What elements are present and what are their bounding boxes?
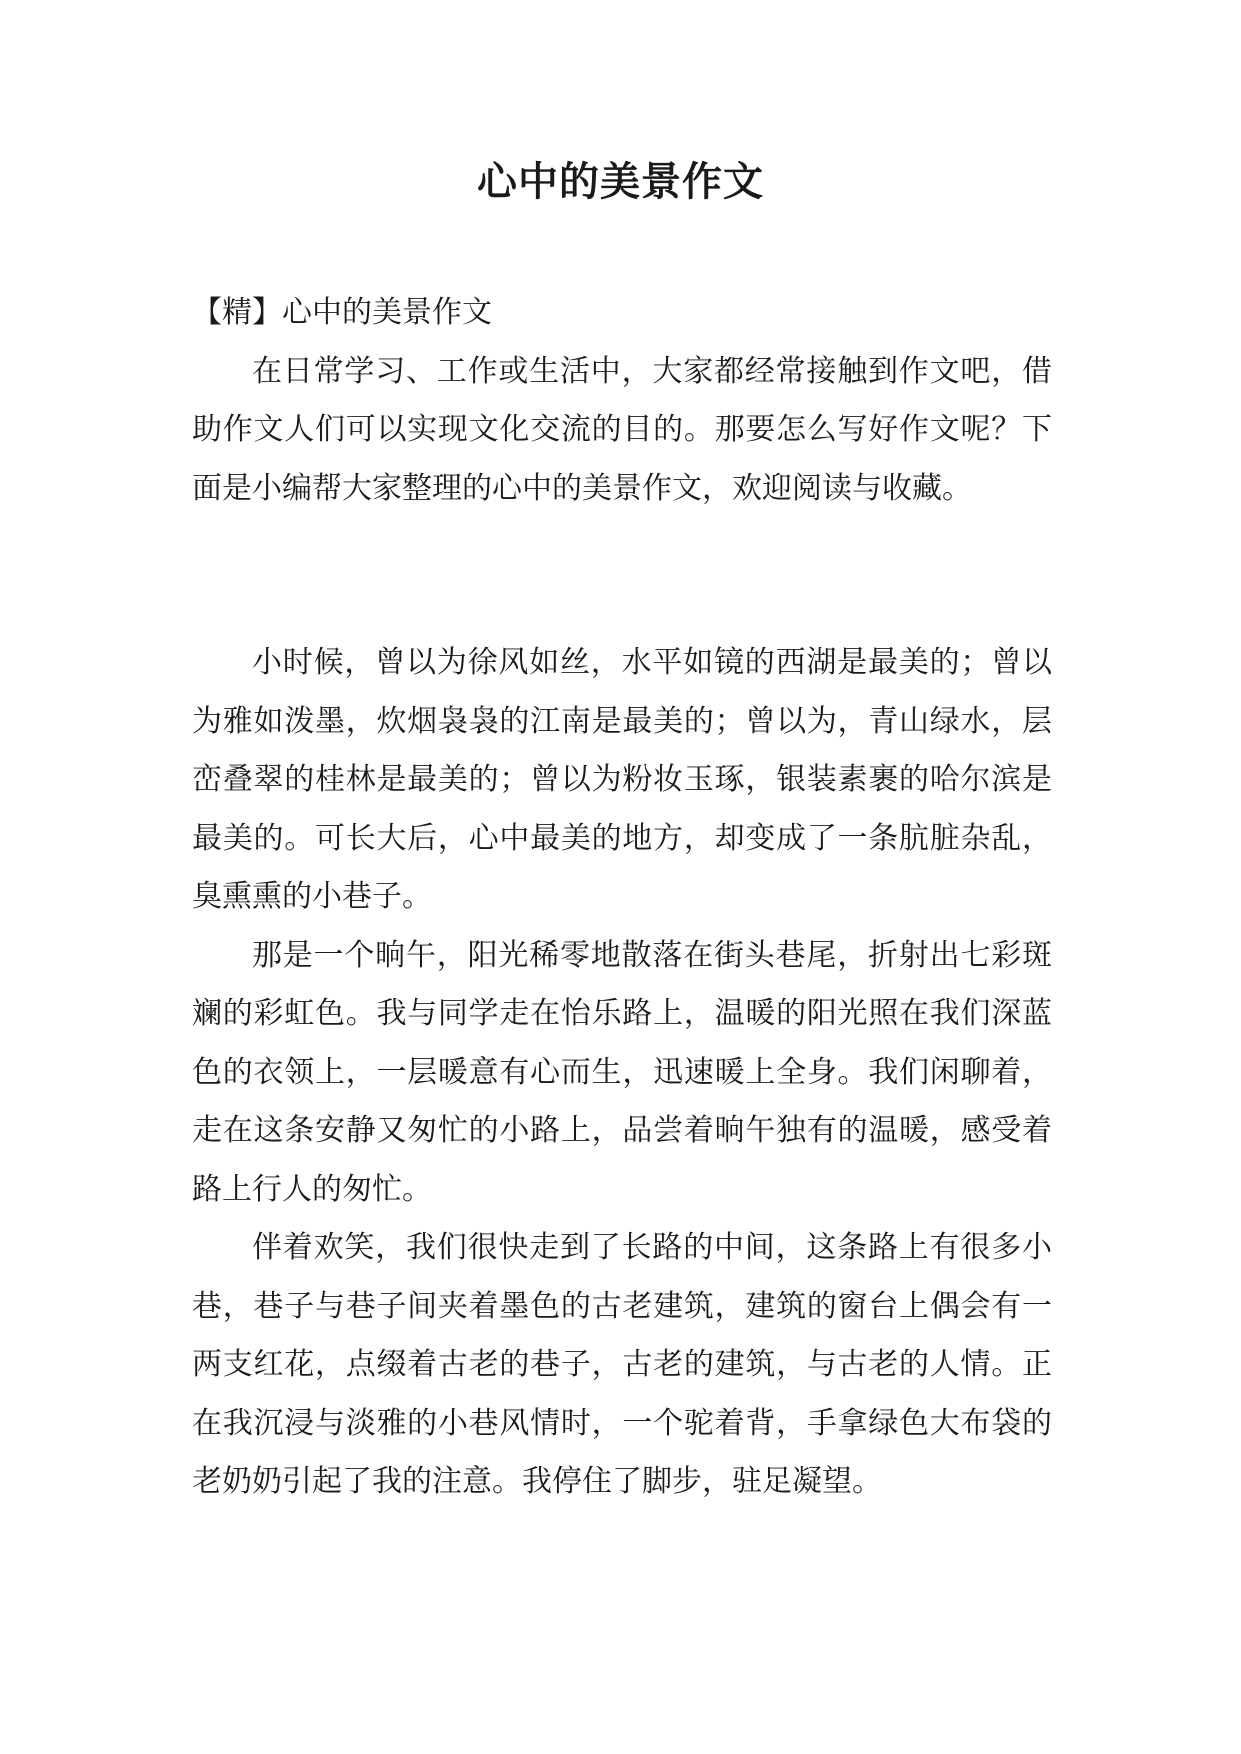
body-paragraph-3: 伴着欢笑，我们很快走到了长路的中间，这条路上有很多小巷，巷子与巷子间夹着墨色的古老建筑，建筑的窗台上偶会有一两支红花，点缀着古老的巷子，古老的建筑，与古老的人情。正在我沉浸与淡雅的小巷风情时，一个驼着背，手拿绿色大布袋的老奶奶引起了我的注意。我停住了脚步，驻足凝望。 [192, 1230, 1052, 1499]
document-body [192, 284, 1052, 1512]
intro-paragraph: 在日常学习、工作或生活中，大家都经常接触到作文吧，借助作文人们可以实现文化交流的目的。那要怎么写好作文呢？下面是小编帮大家整理的心中的美景作文，欢迎阅读与收藏。 [192, 353, 1052, 506]
body-paragraph-2: 那是一个晌午，阳光稀零地散落在街头巷尾，折射出七彩斑斓的彩虹色。我与同学走在怡乐路上，温暖的阳光照在我们深蓝色的衣领上，一层暖意有心而生，迅速暖上全身。我们闲聊着，走在这条安静又匆忙的小路上，品尝着晌午独有的温暖，感受着路上行人的匆忙。 [192, 937, 1052, 1207]
paragraph-gap [192, 518, 1052, 634]
body-paragraph-1: 小时候，曾以为徐风如丝，水平如镜的西湖是最美的；曾以为雅如泼墨，炊烟袅袅的江南是最美的；曾以为，青山绿水，层峦叠翠的桂林是最美的；曾以为粉妆玉琢，银装素裹的哈尔滨是最美的。可长大后，心中最美的地方，却变成了一条肮脏杂乱，臭熏熏的小巷子。 [192, 645, 1052, 914]
document-title: 心中的美景作文 [477, 158, 764, 205]
document-subtitle: 【精】心中的美景作文 [192, 295, 492, 330]
